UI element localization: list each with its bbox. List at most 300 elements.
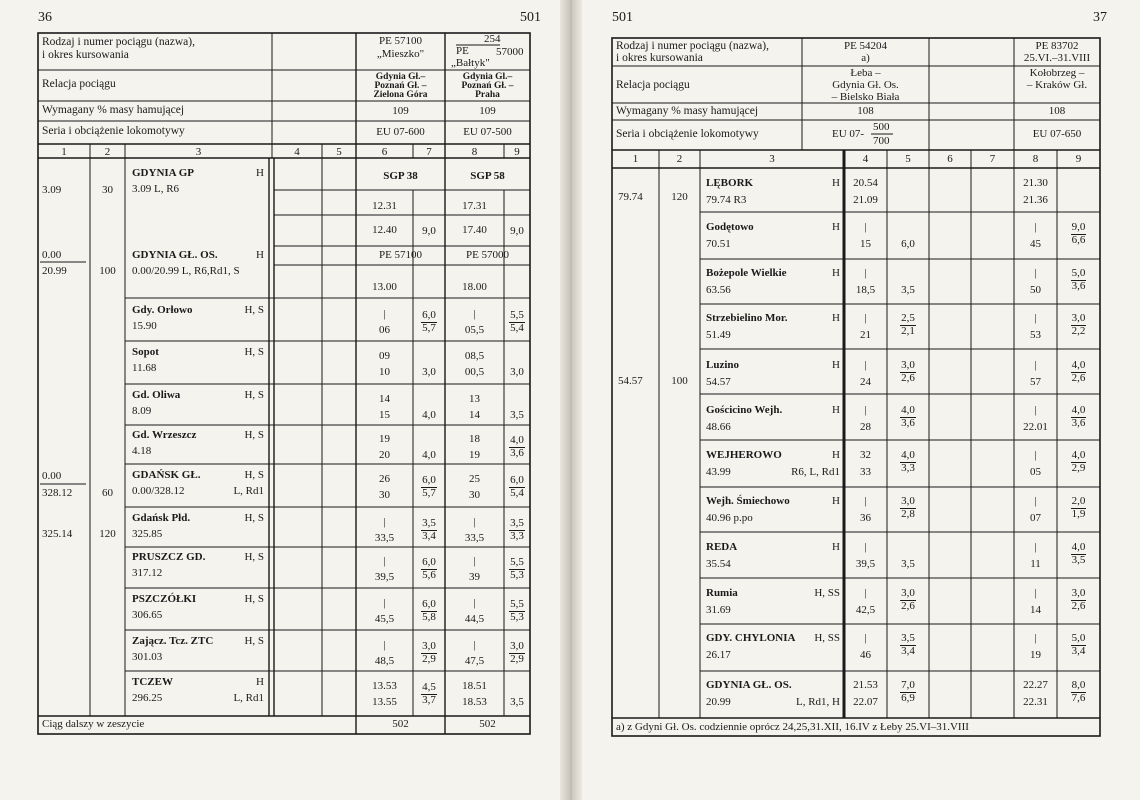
- train-1-continuation: PE 57100: [378, 249, 423, 261]
- header-loco-label: Seria i obciążenie lokomotywy: [616, 128, 759, 140]
- train-1-time: |: [864, 632, 867, 644]
- speed-top: 4,0: [1071, 541, 1086, 553]
- train-1-through-coach: SGP 38: [383, 170, 418, 182]
- speed-fraction: [1057, 588, 1100, 613]
- station-flags: H: [832, 495, 840, 507]
- station-km: 26.17: [706, 649, 731, 661]
- train-2-time: 50: [1030, 284, 1041, 296]
- speed-fraction: [413, 641, 445, 666]
- train-1-speed: 3,5: [901, 284, 915, 296]
- speed-bottom: 3,7: [422, 693, 436, 706]
- train-1-time: 36: [860, 512, 871, 524]
- train-2-relation-1: Kołobrzeg –: [1029, 67, 1085, 79]
- train-1-time: |: [864, 221, 867, 233]
- train-1-time: |: [864, 312, 867, 324]
- speed-top: 4,0: [1071, 359, 1086, 371]
- speed-fraction: [504, 310, 530, 335]
- train-1-time: 46: [860, 649, 871, 661]
- station-name: PRUSZCZ GD.: [132, 551, 206, 563]
- train-1-time: 20: [379, 449, 390, 461]
- station-name: TCZEW: [132, 676, 173, 688]
- station-km: 31.69: [706, 604, 731, 616]
- train-2-time: 33,5: [464, 532, 485, 544]
- station-km: 15.90: [132, 320, 157, 332]
- timetable-number: 501: [612, 10, 633, 25]
- speed-bottom: 5,8: [422, 610, 436, 623]
- station-km: 296.25: [132, 692, 163, 704]
- train-2-time: 17.40: [462, 224, 487, 236]
- speed-bottom: 5,3: [510, 610, 524, 623]
- train-2-time: |: [473, 516, 476, 528]
- col-num-7: 7: [989, 153, 996, 165]
- station-flags: H: [832, 267, 840, 279]
- station-flags: H, S: [244, 429, 264, 441]
- speed-fraction: [1057, 680, 1100, 705]
- station-name: Gościcino Wejh.: [706, 404, 783, 416]
- station-name: Luzino: [706, 359, 740, 371]
- station-km-extra: R6, L, Rd1: [791, 466, 840, 478]
- speed-fraction: [504, 557, 530, 582]
- train-2-time: 21.30: [1023, 177, 1048, 189]
- train-1-time: 21.09: [853, 194, 878, 206]
- speed-top: 5,5: [510, 309, 524, 321]
- train-1-time: 22.07: [853, 696, 878, 708]
- train-1-time: 30: [379, 489, 390, 501]
- speed-top: 2,5: [901, 312, 915, 324]
- train-2-time: 25: [469, 473, 480, 485]
- train-2-time: |: [1034, 221, 1037, 233]
- col-num-7: 7: [426, 146, 432, 158]
- station-flags: H: [832, 359, 840, 371]
- speed-fraction: [413, 475, 445, 500]
- train-1-time: 39,5: [855, 558, 876, 570]
- train-1-time: |: [864, 359, 867, 371]
- train-1-time: 33,5: [374, 532, 395, 544]
- header-type-label: Rodzaj i numer pociągu (nazwa),: [42, 36, 195, 48]
- col-num-9: 9: [1075, 153, 1082, 165]
- train-1-relation-1: Łeba –: [850, 67, 881, 79]
- col-num-4: 4: [294, 146, 300, 158]
- train-1-time: 18,5: [855, 284, 876, 296]
- station-flags: H: [832, 404, 840, 416]
- header-brake-label: Wymagany % masy hamującej: [616, 105, 759, 117]
- train-2-speed: 3,5: [510, 409, 524, 421]
- left-page: [0, 0, 566, 800]
- train-1-time: 06: [379, 324, 390, 336]
- header-period-label: i okres kursowania: [616, 52, 703, 64]
- speed-top: 4,0: [510, 434, 524, 446]
- speed-bottom: 5,7: [422, 486, 436, 499]
- km-col-1: 54.57: [618, 375, 643, 387]
- station-flags: L, Rd1, H: [796, 696, 840, 708]
- speed-bottom: 2,9: [1071, 461, 1086, 474]
- train-2-name: „Bałtyk": [451, 57, 490, 69]
- footer-cont-1: 502: [392, 718, 409, 730]
- speed-fraction: [413, 310, 445, 335]
- speed-bottom: 3,4: [901, 644, 915, 657]
- train-2-time: 22.01: [1023, 421, 1048, 433]
- train-1-speed: 4,0: [422, 449, 436, 461]
- speed-bottom: 2,2: [1071, 324, 1086, 337]
- footnote: a) z Gdyni Gł. Os. codziennie oprócz 24,25,31.XII, 16.IV z Łeby 25.VI–31.VIII: [616, 721, 969, 733]
- train-1-loco: EU 07-600: [376, 126, 425, 138]
- train-2-time: 57: [1030, 376, 1041, 388]
- speed-bottom: 7,6: [1071, 691, 1086, 704]
- train-1-time: |: [864, 495, 867, 507]
- train-2-time: |: [1034, 541, 1037, 553]
- train-1-period: a): [861, 52, 870, 64]
- train-1-time: |: [864, 267, 867, 279]
- right-page: [574, 0, 1140, 800]
- col-num-2: 2: [676, 153, 683, 165]
- speed-bottom: 3,6: [1071, 416, 1086, 429]
- train-2-brake: 109: [479, 105, 496, 117]
- station-name: Bożepole Wielkie: [706, 267, 787, 279]
- speed-fraction: [1057, 633, 1100, 658]
- station-flags: H: [832, 177, 840, 189]
- train-2-time: 22.31: [1023, 696, 1048, 708]
- station-km: 4.18: [132, 445, 152, 457]
- col-num-5: 5: [905, 153, 911, 165]
- km-col-1: 0.00: [42, 249, 62, 261]
- speed-top: 5,5: [510, 598, 524, 610]
- speed-fraction: [413, 599, 445, 624]
- col-num-1: 1: [632, 153, 639, 165]
- train-1-time: 48,5: [374, 655, 395, 667]
- train-1-brake: 108: [857, 105, 874, 117]
- speed-fraction: [887, 588, 929, 613]
- speed-top: 5,5: [510, 556, 524, 568]
- train-1-time: 12.40: [372, 224, 397, 236]
- station-km: 51.49: [706, 329, 731, 341]
- station-name: Sopot: [132, 346, 159, 358]
- train-2-time: 18.51: [462, 680, 487, 692]
- train-2-time: 18: [469, 433, 480, 445]
- station-flags: H, S: [244, 551, 264, 563]
- train-1-time: |: [864, 541, 867, 553]
- speed-fraction: [1057, 405, 1100, 430]
- speed-top: 6,0: [510, 474, 524, 486]
- speed-top: 6,0: [422, 598, 436, 610]
- speed-fraction: [504, 435, 530, 460]
- speed-bottom: 5,7: [422, 321, 436, 334]
- train-1-speed: 9,0: [422, 225, 436, 237]
- train-2-period: 25.VI.–31.VIII: [1023, 52, 1091, 64]
- station-flags: H: [832, 449, 840, 461]
- speed-bottom: 3,3: [901, 461, 915, 474]
- speed-top: 3,0: [510, 640, 524, 652]
- station-km: 8.09: [132, 405, 152, 417]
- speed-top: 3,0: [1071, 587, 1086, 599]
- speed-fraction: [887, 450, 929, 475]
- station-km-extra: L, Rd1: [233, 485, 264, 497]
- station-name: Strzebielino Mor.: [706, 312, 788, 324]
- speed-top: 5,0: [1071, 632, 1086, 644]
- speed-bottom: 2,9: [422, 652, 436, 665]
- train-2-relation-2: – Kraków Gł.: [1026, 79, 1088, 91]
- speed-fraction: [1057, 222, 1100, 247]
- km-col-1: 79.74: [618, 191, 643, 203]
- station-flags: H: [256, 167, 264, 179]
- speed-fraction: [504, 518, 530, 543]
- train-1-time: 45,5: [374, 613, 395, 625]
- train-2-brake: 108: [1048, 105, 1066, 117]
- train-2-time: 53: [1030, 329, 1041, 341]
- train-1-time: 42,5: [855, 604, 876, 616]
- train-2-prefix: PE: [456, 45, 469, 57]
- station-flags: H, S: [244, 593, 264, 605]
- speed-fraction: [1057, 360, 1100, 385]
- train-2-time: |: [1034, 359, 1037, 371]
- col-num-6: 6: [947, 153, 953, 165]
- speed-top: 3,5: [901, 632, 915, 644]
- speed-bottom: 3,5: [1071, 553, 1086, 566]
- speed-fraction: [1057, 496, 1100, 521]
- train-1-time: |: [383, 639, 386, 651]
- speed-fraction: [413, 682, 445, 707]
- speed-top: 8,0: [1071, 679, 1086, 691]
- train-2-speed: 3,0: [510, 366, 524, 378]
- station-name: Rumia: [706, 587, 738, 599]
- station-name: WEJHEROWO: [706, 449, 782, 461]
- station-name: GDYNIA GŁ. OS.: [132, 249, 218, 261]
- station-name: LĘBORK: [706, 177, 754, 189]
- train-1-time: |: [383, 308, 386, 320]
- station-km: 54.57: [706, 376, 731, 388]
- station-flags: H: [832, 221, 840, 233]
- col-num-3: 3: [769, 153, 775, 165]
- speed-bottom: 6,9: [901, 691, 915, 704]
- train-1-time: 15: [379, 409, 390, 421]
- speed-top: 4,0: [901, 449, 915, 461]
- km-col-1: 328.12: [42, 487, 73, 499]
- train-2-time: 22.27: [1023, 679, 1048, 691]
- speed-fraction: [504, 599, 530, 624]
- header-relation-label: Relacja pociągu: [616, 79, 690, 91]
- train-1-time: 21: [860, 329, 871, 341]
- speed-fraction: [887, 405, 929, 430]
- speed-bottom: 2,9: [510, 652, 524, 665]
- train-1-time: |: [383, 597, 386, 609]
- train-2-relation-1: Gdynia Gl.–: [462, 72, 513, 82]
- book-gutter: [560, 0, 582, 800]
- speed-bottom: 2,1: [901, 324, 915, 337]
- train-2-time: |: [1034, 632, 1037, 644]
- speed-top: 3,0: [901, 359, 915, 371]
- train-1-name: „Mieszko": [376, 48, 425, 60]
- speed-fraction: [887, 680, 929, 705]
- speed-top: 3,5: [422, 517, 436, 529]
- train-1-time: 19: [379, 433, 390, 445]
- train-1-time: |: [383, 516, 386, 528]
- train-2-time: 21.36: [1023, 194, 1048, 206]
- train-2-number: PE 83702: [1035, 40, 1079, 52]
- km-col-1: 0.00: [42, 470, 62, 482]
- km-col-1: 20.99: [42, 265, 67, 277]
- speed-top: 4,0: [1071, 449, 1086, 461]
- train-1-time: |: [864, 404, 867, 416]
- train-2-time: |: [473, 308, 476, 320]
- train-2-loco: EU 07-650: [1032, 128, 1082, 140]
- train-2-time: 30: [469, 489, 480, 501]
- speed-col-2: 100: [99, 265, 116, 277]
- col-num-6: 6: [381, 146, 388, 158]
- train-1-time: |: [383, 555, 386, 567]
- speed-top: 7,0: [901, 679, 915, 691]
- speed-top: 4,0: [901, 404, 915, 416]
- speed-col-2: 100: [671, 375, 688, 387]
- speed-top: 3,0: [901, 495, 915, 507]
- train-2-time: 14: [469, 409, 480, 421]
- speed-fraction: [1057, 313, 1100, 338]
- speed-fraction: [887, 360, 929, 385]
- train-1-speed: 3,0: [422, 366, 436, 378]
- station-name: GDYNIA GŁ. OS.: [706, 679, 792, 691]
- train-1-loco-top: 500: [873, 121, 890, 133]
- speed-bottom: 5,4: [510, 321, 524, 334]
- col-num-2: 2: [104, 146, 111, 158]
- train-2-time: 44,5: [464, 613, 485, 625]
- train-1-relation-2: Gdynia Gł. Os.: [832, 79, 899, 91]
- train-2-time: 05: [1030, 466, 1041, 478]
- station-flags: H, S: [244, 346, 264, 358]
- footer-label: Ciąg dalszy w zeszycie: [42, 718, 145, 730]
- train-2-time: |: [1034, 587, 1037, 599]
- speed-bottom: 5,6: [422, 568, 436, 581]
- station-flags: H, S: [244, 389, 264, 401]
- train-1-time: 14: [379, 393, 390, 405]
- train-2-time: 07: [1030, 512, 1041, 524]
- km-col-1: 3.09: [42, 184, 62, 196]
- train-2-speed: 3,5: [510, 696, 524, 708]
- train-1-time: 20.54: [853, 177, 878, 189]
- train-1-time: 21.53: [853, 679, 878, 691]
- speed-fraction: [887, 313, 929, 338]
- train-2-time: |: [1034, 449, 1037, 461]
- train-1-loco-bottom: 700: [873, 135, 890, 147]
- train-1-speed: 6,0: [901, 238, 915, 250]
- station-km: 3.09 L, R6: [132, 183, 180, 195]
- train-1-relation-1: Gdynia Gł.–: [375, 72, 426, 82]
- station-km: 35.54: [706, 558, 731, 570]
- station-name: PSZCZÓŁKI: [132, 593, 197, 605]
- train-2-time: 18.00: [462, 281, 487, 293]
- speed-fraction: [1057, 268, 1100, 293]
- speed-top: 3,0: [422, 640, 436, 652]
- speed-fraction: [1057, 542, 1100, 567]
- station-km: 43.99: [706, 466, 731, 478]
- header-loco-label: Seria i obciążenie lokomotywy: [42, 125, 185, 137]
- station-flags: H, SS: [814, 632, 840, 644]
- speed-col-2: 60: [102, 487, 113, 499]
- station-flags: H, S: [244, 512, 264, 524]
- km-col-1: 325.14: [42, 528, 73, 540]
- train-2-time: 05,5: [464, 324, 485, 336]
- col-num-9: 9: [514, 146, 520, 158]
- station-km: 325.85: [132, 528, 163, 540]
- train-2-speed: 9,0: [510, 225, 524, 237]
- station-name: GDYNIA GP: [132, 167, 195, 179]
- train-2-number-a: 254: [484, 33, 501, 45]
- timetable-number: 501: [520, 10, 541, 25]
- station-km: 0.00/20.99 L, R6,Rd1, S: [132, 265, 240, 277]
- station-name: GDAŃSK GŁ.: [132, 469, 201, 481]
- train-1-time: 13.53: [372, 680, 397, 692]
- train-1-time: 39,5: [374, 571, 395, 583]
- speed-bottom: 2,6: [1071, 599, 1086, 612]
- col-num-3: 3: [195, 146, 202, 158]
- speed-bottom: 3,4: [422, 529, 436, 542]
- col-num-8: 8: [1032, 153, 1039, 165]
- train-2-number-b: 57000: [496, 46, 524, 58]
- train-2-time: |: [1034, 404, 1037, 416]
- footer-cont-2: 502: [479, 718, 496, 730]
- station-name: Gd. Wrzeszcz: [132, 429, 197, 441]
- train-2-relation-3: Praha: [475, 90, 500, 100]
- col-num-8: 8: [471, 146, 478, 158]
- speed-col-2: 120: [671, 191, 688, 203]
- speed-top: 5,0: [1071, 267, 1086, 279]
- station-km-extra: L, Rd1: [233, 692, 264, 704]
- station-name: Gd. Oliwa: [132, 389, 181, 401]
- train-2-through-coach: SGP 58: [470, 170, 505, 182]
- speed-top: 4,0: [1071, 404, 1086, 416]
- page-number: 36: [38, 10, 52, 25]
- train-2-time: |: [1034, 495, 1037, 507]
- train-1-number: PE 54204: [843, 40, 888, 52]
- speed-bottom: 3,6: [510, 446, 524, 459]
- train-2-time: 17.31: [462, 200, 487, 212]
- train-2-relation-2: Poznań Gł. –: [461, 81, 514, 91]
- speed-bottom: 5,3: [510, 568, 524, 581]
- header-brake-label: Wymagany % masy hamującej: [42, 104, 185, 116]
- speed-fraction: [887, 633, 929, 658]
- train-2-time: 18.53: [462, 696, 487, 708]
- train-2-time: 19: [1030, 649, 1041, 661]
- train-2-time: 47,5: [464, 655, 485, 667]
- station-km: 0.00/328.12: [132, 485, 185, 497]
- speed-bottom: 1,9: [1071, 507, 1086, 520]
- station-name: Godętowo: [706, 221, 754, 233]
- station-flags: H, S: [244, 304, 264, 316]
- train-1-time: 32: [860, 449, 871, 461]
- station-flags: H: [256, 676, 264, 688]
- speed-col-2: 120: [99, 528, 116, 540]
- speed-bottom: 3,6: [1071, 279, 1086, 292]
- speed-fraction: [1057, 450, 1100, 475]
- col-num-4: 4: [862, 153, 869, 165]
- speed-top: 3,0: [901, 587, 915, 599]
- train-2-time: 08,5: [464, 350, 485, 362]
- train-2-loco: EU 07-500: [463, 126, 512, 138]
- train-1-time: 28: [860, 421, 871, 433]
- station-km: 317.12: [132, 567, 163, 579]
- station-flags: H, S: [244, 469, 264, 481]
- station-flags: H: [832, 541, 840, 553]
- speed-top: 4,5: [422, 681, 436, 693]
- train-1-relation-3: Zielona Góra: [373, 90, 428, 100]
- train-2-time: 39: [469, 571, 480, 583]
- speed-top: 6,0: [422, 309, 436, 321]
- train-1-time: 10: [379, 366, 390, 378]
- speed-top: 3,5: [510, 517, 524, 529]
- speed-bottom: 3,6: [901, 416, 915, 429]
- speed-bottom: 5,4: [510, 486, 524, 499]
- speed-fraction: [413, 557, 445, 582]
- train-2-time: 00,5: [464, 366, 485, 378]
- station-km: 70.51: [706, 238, 731, 250]
- station-km: 63.56: [706, 284, 731, 296]
